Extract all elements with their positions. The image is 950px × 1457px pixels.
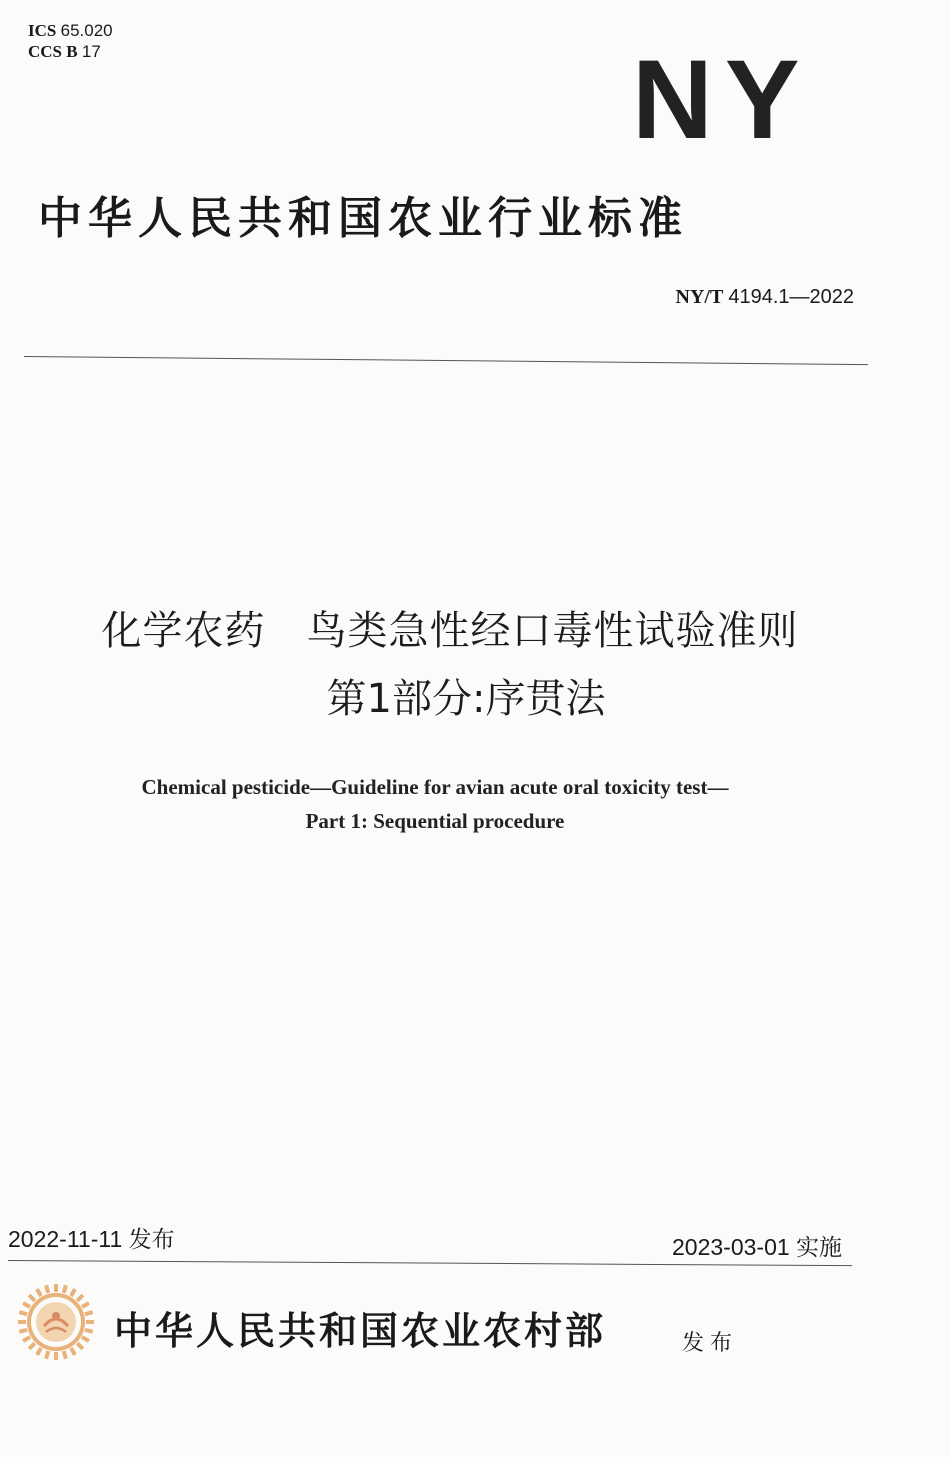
- emblem-ray: [64, 1351, 66, 1359]
- issuing-authority: 中华人民共和国农业农村部: [114, 1308, 607, 1353]
- ics-value: 65.020: [60, 21, 113, 40]
- emblem-ray: [82, 1337, 89, 1341]
- implementation-date: 2023-03-01 实施: [672, 1234, 843, 1260]
- ny-logo: NY: [632, 37, 812, 162]
- english-title-line-1: Chemical pesticide—Guideline for avian acute oral toxicity test—: [141, 775, 729, 799]
- emblem-ray: [77, 1295, 83, 1301]
- ccs-value: 17: [81, 42, 101, 61]
- standard-number: [676, 284, 854, 310]
- emblem-ray: [85, 1330, 93, 1332]
- emblem-ray: [19, 1312, 27, 1314]
- standard-number-prefix: NY/T: [675, 286, 724, 308]
- standard-number-value: 4194.1—2022: [728, 286, 854, 308]
- emblem-ray: [37, 1348, 41, 1355]
- issue-label: 发布: [682, 1331, 739, 1356]
- emblem-ray: [71, 1348, 75, 1355]
- emblem-ray: [37, 1289, 41, 1296]
- ministry-emblem-icon: [16, 1282, 96, 1362]
- classification-codes: [28, 20, 113, 62]
- emblem-ray: [71, 1289, 75, 1296]
- emblem-ray: [64, 1285, 66, 1293]
- emblem-ray: [23, 1337, 30, 1341]
- emblem-ray: [29, 1295, 35, 1301]
- chinese-title-line-1: 化学农药 鸟类急性经口毒性试验准则: [101, 608, 799, 654]
- english-title-line-2: Part 1: Sequential procedure: [305, 809, 565, 833]
- emblem-ray: [82, 1303, 89, 1307]
- emblem-ray: [77, 1343, 83, 1349]
- header-divider: [24, 356, 868, 365]
- ics-line: [28, 20, 113, 41]
- emblem-ray: [23, 1303, 30, 1307]
- standard-type-title: 中华人民共和国农业行业标准: [38, 193, 688, 244]
- release-date: 2022-11-11 发布: [8, 1226, 175, 1252]
- emblem-ray: [46, 1285, 48, 1293]
- chinese-title-line-2: 第1部分:序贯法: [326, 676, 606, 722]
- emblem-ray: [19, 1330, 27, 1332]
- emblem-ray: [85, 1312, 93, 1314]
- ccs-line: [28, 41, 113, 62]
- emblem-ray: [29, 1343, 35, 1349]
- ccs-label: CCS B: [28, 42, 78, 61]
- ics-label: ICS: [28, 21, 57, 40]
- emblem-ray: [46, 1351, 48, 1359]
